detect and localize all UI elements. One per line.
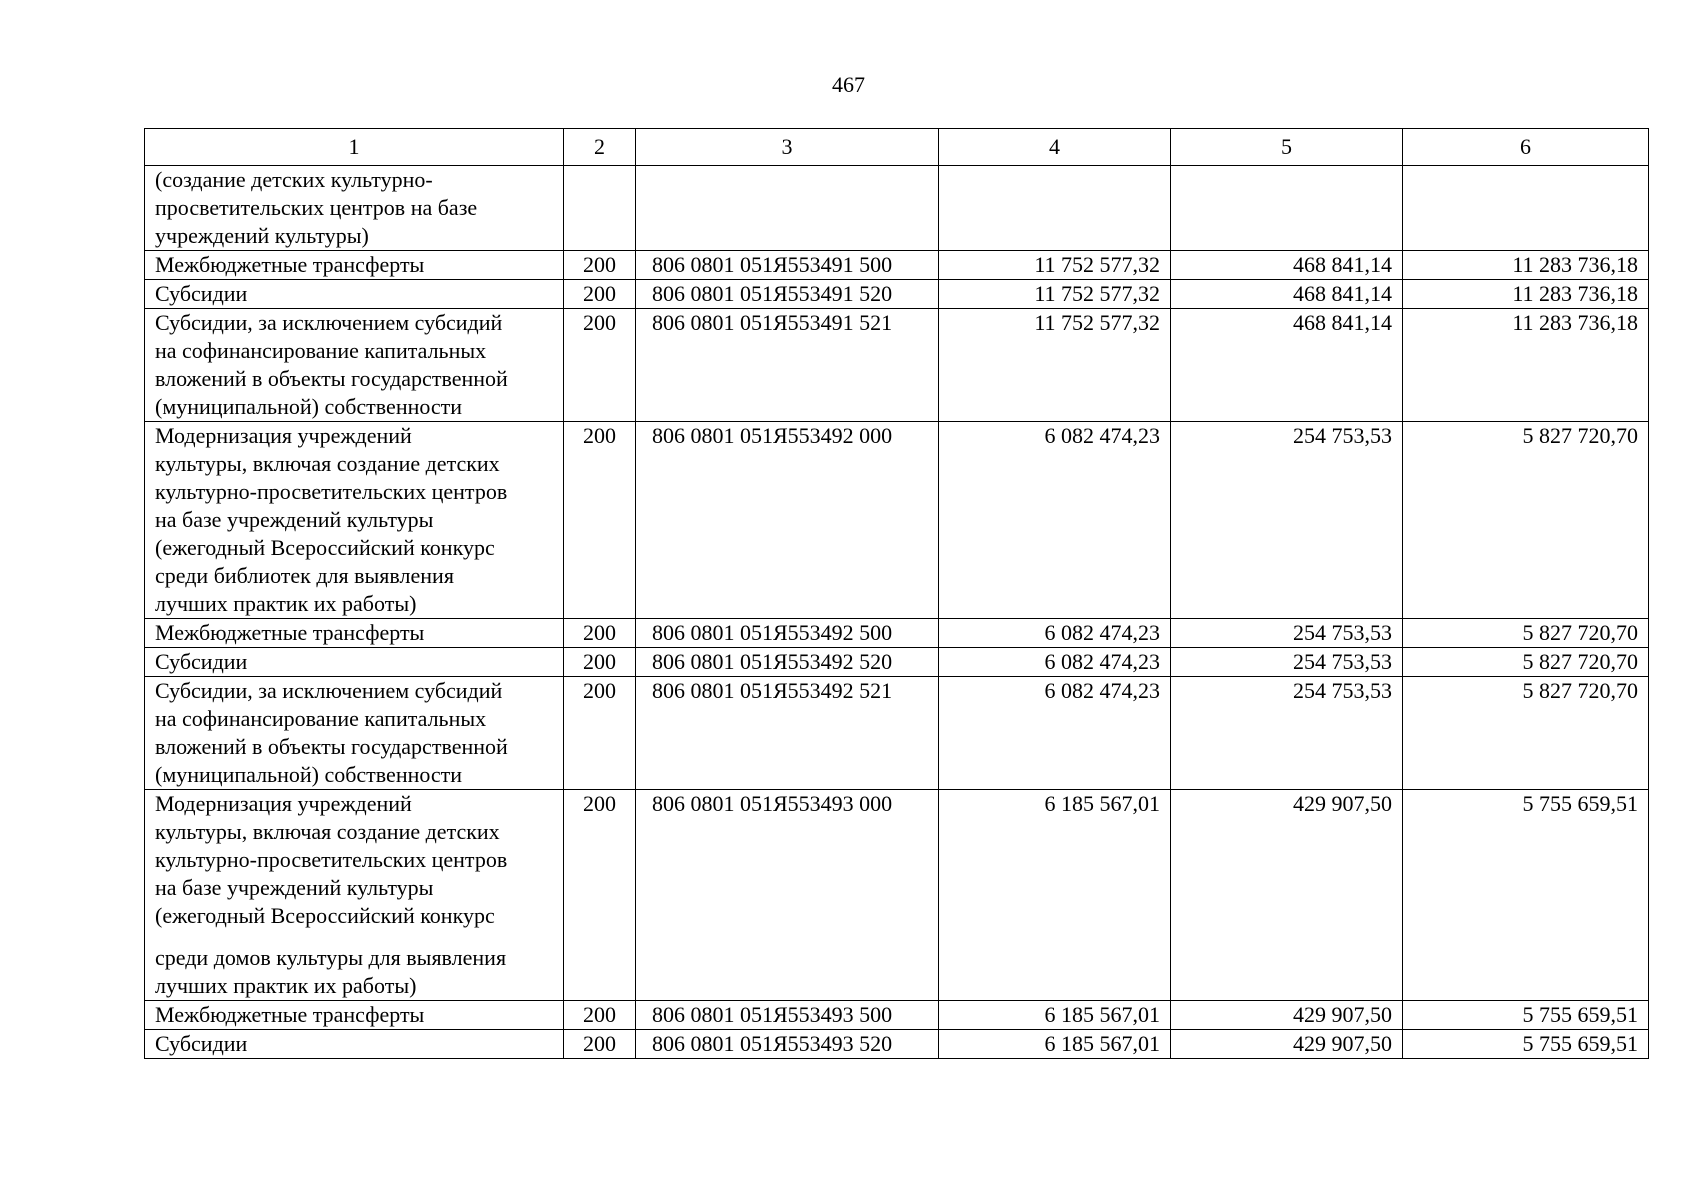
row-name-line: Субсидии bbox=[155, 281, 248, 306]
row-amount-cell: 6 082 474,23 bbox=[939, 619, 1171, 648]
column-header-2: 2 bbox=[564, 129, 636, 166]
row-name-cell bbox=[145, 648, 564, 677]
row-code-cell bbox=[636, 166, 939, 251]
row-code-cell: 806 0801 051Я553492 520 bbox=[636, 648, 939, 677]
row-col2-cell: 200 bbox=[564, 1001, 636, 1030]
row-code-cell: 806 0801 051Я553492 521 bbox=[636, 677, 939, 790]
row-name-line: вложений в объекты государственной bbox=[155, 366, 508, 391]
row-amount-cell: 429 907,50 bbox=[1171, 1030, 1403, 1059]
row-amount-cell: 468 841,14 bbox=[1171, 251, 1403, 280]
row-name-cell bbox=[145, 619, 564, 648]
table-row bbox=[145, 790, 1649, 1001]
row-amount-cell: 5 827 720,70 bbox=[1403, 648, 1649, 677]
row-amount-cell: 11 752 577,32 bbox=[939, 251, 1171, 280]
page-number: 467 bbox=[832, 72, 865, 97]
row-amount-cell: 5 827 720,70 bbox=[1403, 677, 1649, 790]
row-amount-cell: 5 755 659,51 bbox=[1403, 1030, 1649, 1059]
row-amount-cell: 5 827 720,70 bbox=[1403, 422, 1649, 619]
table-row bbox=[145, 309, 1649, 422]
row-name-line: Межбюджетные трансферты bbox=[155, 252, 425, 277]
row-amount-cell: 5 755 659,51 bbox=[1403, 790, 1649, 1001]
row-name-line: (ежегодный Всероссийский конкурс bbox=[155, 535, 495, 560]
row-name-line: на софинансирование капитальных bbox=[155, 338, 487, 363]
row-code-cell: 806 0801 051Я553493 520 bbox=[636, 1030, 939, 1059]
column-header-1: 1 bbox=[145, 129, 564, 166]
row-name-line: (ежегодный Всероссийский конкурс bbox=[155, 903, 495, 928]
row-amount-cell: 468 841,14 bbox=[1171, 309, 1403, 422]
row-amount-cell: 6 082 474,23 bbox=[939, 648, 1171, 677]
row-name-cell bbox=[145, 309, 564, 422]
row-amount-cell: 254 753,53 bbox=[1171, 422, 1403, 619]
table-body bbox=[145, 166, 1649, 1059]
row-code-cell: 806 0801 051Я553492 000 bbox=[636, 422, 939, 619]
row-name-line: Субсидии, за исключением субсидий bbox=[155, 678, 503, 703]
row-amount-cell: 468 841,14 bbox=[1171, 280, 1403, 309]
row-name-line: (муниципальной) собственности bbox=[155, 762, 463, 787]
line-gap bbox=[155, 930, 553, 944]
row-name-cell bbox=[145, 251, 564, 280]
row-amount-cell: 429 907,50 bbox=[1171, 1001, 1403, 1030]
row-name-line: культурно-просветительских центров bbox=[155, 847, 508, 872]
row-amount-cell: 6 082 474,23 bbox=[939, 422, 1171, 619]
row-col2-cell: 200 bbox=[564, 251, 636, 280]
row-name-cell bbox=[145, 280, 564, 309]
table-row bbox=[145, 677, 1649, 790]
row-col2-cell: 200 bbox=[564, 1030, 636, 1059]
row-amount-cell: 6 185 567,01 bbox=[939, 1001, 1171, 1030]
table-row bbox=[145, 166, 1649, 251]
row-name-line: Модернизация учреждений bbox=[155, 791, 412, 816]
row-amount-cell: 6 185 567,01 bbox=[939, 1030, 1171, 1059]
row-code-cell: 806 0801 051Я553491 500 bbox=[636, 251, 939, 280]
row-name-line: учреждений культуры) bbox=[155, 223, 369, 248]
row-name-line: на базе учреждений культуры bbox=[155, 507, 434, 532]
row-col2-cell: 200 bbox=[564, 619, 636, 648]
row-col2-cell: 200 bbox=[564, 677, 636, 790]
row-name-cell bbox=[145, 1001, 564, 1030]
row-name-cell bbox=[145, 1030, 564, 1059]
column-header-4: 4 bbox=[939, 129, 1171, 166]
column-header-3: 3 bbox=[636, 129, 939, 166]
table-row bbox=[145, 1001, 1649, 1030]
table-row bbox=[145, 648, 1649, 677]
row-name-line: Модернизация учреждений bbox=[155, 423, 412, 448]
row-name-line: культуры, включая создание детских bbox=[155, 451, 500, 476]
column-header-6: 6 bbox=[1403, 129, 1649, 166]
row-name-line: лучших практик их работы) bbox=[155, 591, 417, 616]
row-name-line: культуры, включая создание детских bbox=[155, 819, 500, 844]
row-name-line: Субсидии, за исключением субсидий bbox=[155, 310, 503, 335]
row-amount-cell bbox=[939, 166, 1171, 251]
table-row bbox=[145, 280, 1649, 309]
row-name-line: среди домов культуры для выявления bbox=[155, 945, 507, 970]
row-name-line: Субсидии bbox=[155, 649, 248, 674]
row-amount-cell bbox=[1171, 166, 1403, 251]
budget-table bbox=[144, 128, 1649, 1059]
row-amount-cell: 11 283 736,18 bbox=[1403, 280, 1649, 309]
row-amount-cell: 6 082 474,23 bbox=[939, 677, 1171, 790]
column-header-5: 5 bbox=[1171, 129, 1403, 166]
row-col2-cell: 200 bbox=[564, 309, 636, 422]
row-amount-cell: 429 907,50 bbox=[1171, 790, 1403, 1001]
row-name-cell bbox=[145, 422, 564, 619]
row-amount-cell: 6 185 567,01 bbox=[939, 790, 1171, 1001]
row-amount-cell: 11 283 736,18 bbox=[1403, 309, 1649, 422]
row-name-line: просветительских центров на базе bbox=[155, 195, 478, 220]
row-code-cell: 806 0801 051Я553493 000 bbox=[636, 790, 939, 1001]
row-name-cell bbox=[145, 166, 564, 251]
row-col2-cell: 200 bbox=[564, 422, 636, 619]
row-amount-cell: 11 752 577,32 bbox=[939, 309, 1171, 422]
row-name-line: Межбюджетные трансферты bbox=[155, 1002, 425, 1027]
row-col2-cell: 200 bbox=[564, 648, 636, 677]
row-amount-cell bbox=[1403, 166, 1649, 251]
row-col2-cell bbox=[564, 166, 636, 251]
row-amount-cell: 254 753,53 bbox=[1171, 677, 1403, 790]
row-name-line: культурно-просветительских центров bbox=[155, 479, 508, 504]
table-header-row bbox=[145, 129, 1649, 166]
row-name-line: Субсидии bbox=[155, 1031, 248, 1056]
row-code-cell: 806 0801 051Я553493 500 bbox=[636, 1001, 939, 1030]
row-amount-cell: 5 827 720,70 bbox=[1403, 619, 1649, 648]
row-name-cell bbox=[145, 677, 564, 790]
row-amount-cell: 11 283 736,18 bbox=[1403, 251, 1649, 280]
row-col2-cell: 200 bbox=[564, 280, 636, 309]
row-name-line: среди библиотек для выявления bbox=[155, 563, 454, 588]
table-row bbox=[145, 1030, 1649, 1059]
row-name-line: лучших практик их работы) bbox=[155, 973, 417, 998]
table-row bbox=[145, 251, 1649, 280]
row-amount-cell: 254 753,53 bbox=[1171, 648, 1403, 677]
row-amount-cell: 11 752 577,32 bbox=[939, 280, 1171, 309]
row-col2-cell: 200 bbox=[564, 790, 636, 1001]
row-code-cell: 806 0801 051Я553491 521 bbox=[636, 309, 939, 422]
row-code-cell: 806 0801 051Я553491 520 bbox=[636, 280, 939, 309]
row-name-line: на базе учреждений культуры bbox=[155, 875, 434, 900]
row-name-line: вложений в объекты государственной bbox=[155, 734, 508, 759]
row-name-line: (создание детских культурно- bbox=[155, 167, 433, 192]
row-name-line: Межбюджетные трансферты bbox=[155, 620, 425, 645]
table-row bbox=[145, 619, 1649, 648]
row-name-line: (муниципальной) собственности bbox=[155, 394, 463, 419]
row-amount-cell: 254 753,53 bbox=[1171, 619, 1403, 648]
table-row bbox=[145, 422, 1649, 619]
row-code-cell: 806 0801 051Я553492 500 bbox=[636, 619, 939, 648]
row-name-cell bbox=[145, 790, 564, 1001]
row-name-line: на софинансирование капитальных bbox=[155, 706, 487, 731]
row-amount-cell: 5 755 659,51 bbox=[1403, 1001, 1649, 1030]
